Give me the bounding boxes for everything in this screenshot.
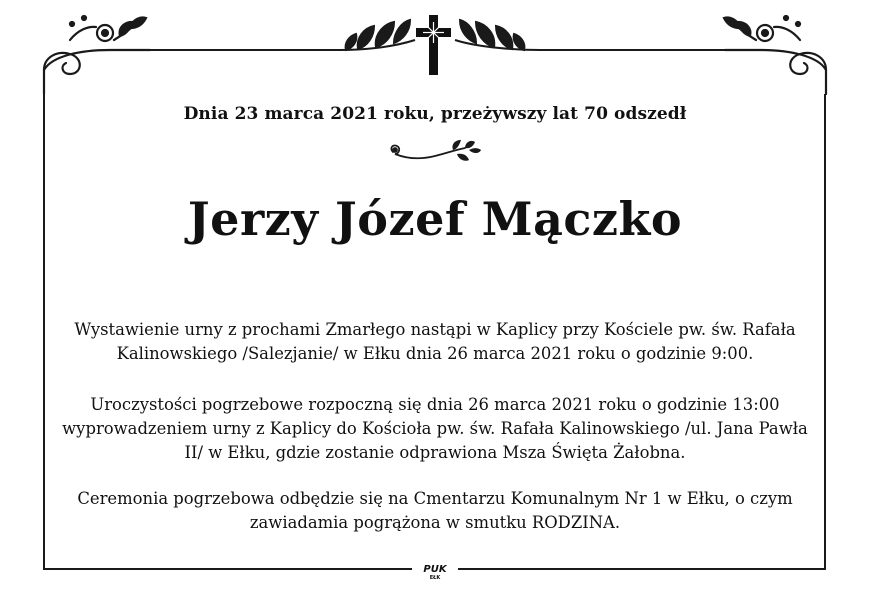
left-corner-flourish-icon	[44, 16, 150, 94]
funeral-home-logo	[412, 562, 458, 584]
cross-icon	[416, 15, 451, 75]
swirl-divider-icon	[385, 140, 485, 166]
urn-viewing-paragraph: Wystawienie urny z prochami Zmarłego nastąpi w Kaplicy przy Kościele pw. św. Rafała Kalinowskiego /Salezjanie/ w Ełku dnia 26 marca 2021 roku o godzinie 9:00.	[74, 320, 796, 363]
left-laurel-branch-icon	[340, 20, 415, 50]
burial-paragraph: Ceremonia pogrzebowa odbędzie się na Cmentarzu Komunalnym Nr 1 w Ełku, o czym zawiadamia pogrążona w smutku RODZINA.	[77, 489, 793, 532]
logo-main-text: PUK	[423, 564, 447, 575]
logo-sub-text: EŁK	[429, 575, 441, 581]
date-of-death-line: Dnia 23 marca 2021 roku, przeżywszy lat 70 odszedł	[183, 104, 687, 124]
top-ornament	[0, 0, 870, 100]
right-corner-flourish-icon	[724, 16, 826, 94]
right-laurel-branch-icon	[455, 20, 540, 50]
deceased-name: Jerzy Józef Mączko	[187, 192, 683, 246]
funeral-ceremony-paragraph: Uroczystości pogrzebowe rozpoczną się dnia 26 marca 2021 roku o godzinie 13:00 wyprowadzeniem urny z Kaplicy do Kościoła pw. św. Rafała Kalinowskiego /ul. Jana Pawła II/ w Ełku, gdzie zostanie odprawiona Msza Święta Żałobna.	[62, 395, 808, 462]
